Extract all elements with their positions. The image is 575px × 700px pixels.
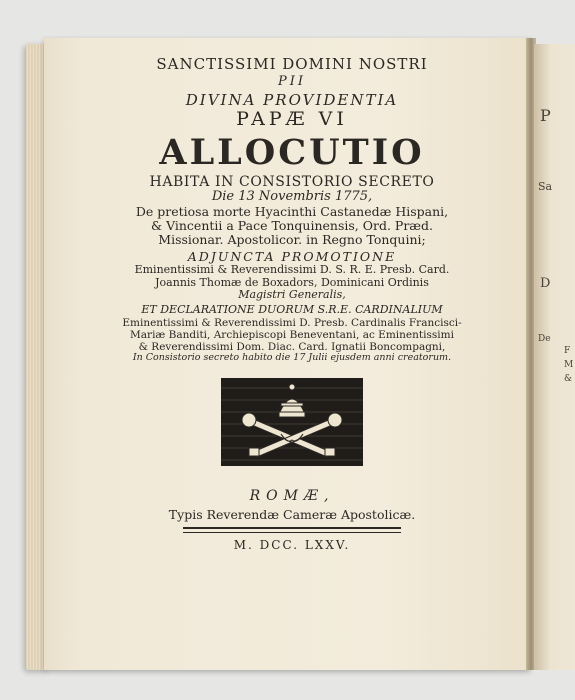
- facing-fragment: &: [564, 374, 573, 384]
- body-line-13: Joannis Thomæ de Boxadors, Dominicani Ordinis: [155, 275, 429, 289]
- subtitle-line: HABITA IN CONSISTORIO SECRETO: [149, 173, 435, 190]
- body-line-10: Missionar. Apostolicor. in Regno Tonquini;: [158, 232, 426, 248]
- facing-fragment: P: [540, 106, 551, 125]
- facing-fragment: F: [564, 346, 571, 356]
- facing-fragment: De: [538, 334, 551, 344]
- open-book: [26, 38, 575, 676]
- imprint-date: M. DCC. LXXV.: [233, 538, 351, 553]
- crossed-keys-tiara-icon: [221, 378, 363, 466]
- imprint-printer: Typis Reverendæ Cameræ Apostolicæ.: [168, 506, 416, 522]
- heading-line-3: DIVINA PROVIDENTIA: [185, 91, 399, 110]
- title-page-text: [74, 52, 510, 553]
- body-line-11: ADJUNCTA PROMOTIONE: [187, 248, 397, 264]
- body-line-16: Eminentissimi & Reverendissimi D. Presb. Cardinalis Francisci-: [122, 316, 462, 329]
- body-line-17: Mariæ Banditi, Archiepiscopi Beneventani, ac Eminentissimi: [130, 328, 454, 341]
- facing-page-edge: [534, 44, 575, 670]
- facing-fragment: D: [540, 276, 551, 291]
- facing-fragment: Sa: [538, 180, 553, 193]
- date-line: Die 13 Novembris 1775,: [211, 188, 373, 204]
- facing-fragment: M: [564, 360, 574, 370]
- body-line-15: ET DECLARATIONE DUORUM S.R.E. CARDINALIUM: [141, 302, 443, 316]
- heading-line-4: PAPÆ VI: [236, 108, 348, 131]
- imprint-city: ROMÆ,: [249, 487, 335, 504]
- heading-line-1: SANCTISSIMI DOMINI NOSTRI: [156, 55, 428, 73]
- body-line-8: De pretiosa morte Hyacinthi Castanedæ Hispani,: [135, 203, 449, 219]
- divider-rule: [183, 527, 401, 533]
- body-line-12: Eminentissimi & Reverendissimi D. S. R. E. Presb. Card.: [134, 263, 450, 277]
- papal-emblem-woodcut: [221, 378, 363, 466]
- main-title: ALLOCUTIO: [159, 132, 425, 174]
- body-line-18: & Reverendissimi Dom. Diac. Card. Ignatii Boncompagni,: [138, 340, 446, 353]
- body-line-9: & Vincentii a Pace Tonquinensis, Ord. Præd.: [150, 217, 434, 233]
- body-line-14: Magistri Generalis,: [238, 288, 346, 302]
- body-line-19: In Consistorio secreto habito die 17 Julii ejusdem anni creatorum.: [132, 351, 452, 363]
- title-page: [44, 38, 530, 670]
- heading-line-2: PII: [277, 74, 307, 90]
